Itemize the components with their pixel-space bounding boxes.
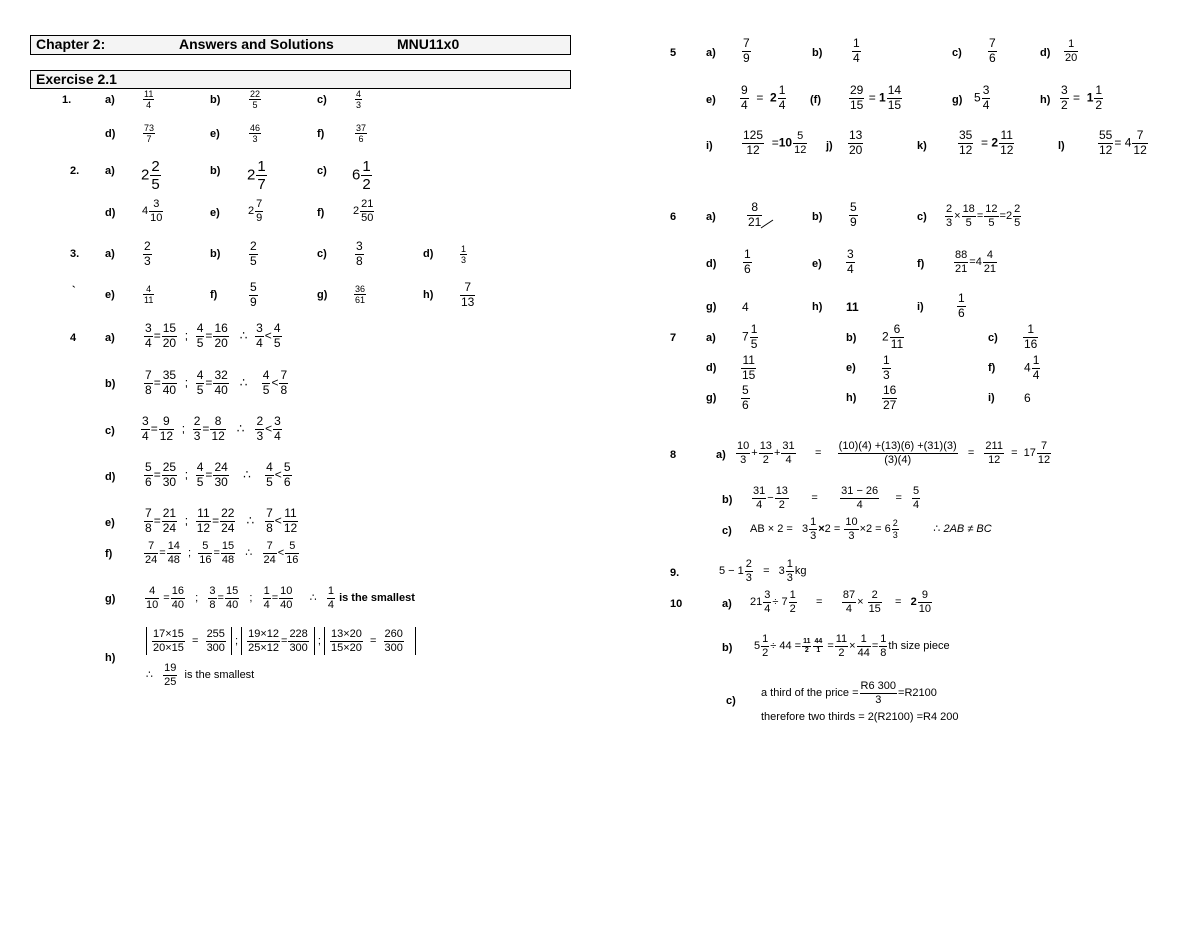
- part-label: e): [105, 517, 115, 529]
- part-label: c): [105, 425, 115, 437]
- part-label: i): [988, 392, 995, 404]
- comparison-working: $\frac{7}{24}$ = $\frac{14}{48}$ ; $\frac{5}{16}$ = $\frac{15}{48}$ ∴ $\frac{7}{24}$ < $\frac{5}{16}$: [145, 540, 299, 566]
- answer-working: $\frac{3}{2}$ = 1 $\frac{1}{2}$: [1061, 83, 1103, 112]
- part-label: c): [726, 695, 736, 707]
- answer-mixed-number: 7 $\frac{1}{5}$: [742, 322, 758, 351]
- part-label: a): [105, 165, 115, 177]
- part-label: d): [1040, 47, 1051, 59]
- answer-mixed-number: 2 $\frac{1}{7}$: [247, 158, 266, 194]
- answer-value: 4: [742, 300, 749, 314]
- answer-fraction: $\frac{3}{4}$: [847, 247, 854, 276]
- question-number: 10: [670, 598, 683, 610]
- question-number: 8: [670, 449, 677, 461]
- part-label: h): [105, 652, 116, 664]
- answer-working: $\frac{88}{21}$ =4 $\frac{4}{21}$: [955, 249, 997, 275]
- answer-working: $\frac{31}{4}$ − $\frac{13}{2}$ = $\frac{31 - 26}{4}$ = $\frac{5}{4}$: [753, 485, 920, 511]
- part-label: k): [917, 140, 927, 152]
- answer-fraction: $\frac{16}{27}$: [883, 383, 897, 412]
- answer-working: a third of the price = $\frac{R6 300}{3}$ =R2100: [761, 680, 937, 706]
- answer-fraction: $\frac{4}{11}$: [144, 284, 154, 306]
- part-label: d): [105, 471, 116, 483]
- part-label: b): [812, 47, 823, 59]
- part-label: b): [812, 211, 823, 223]
- answer-working: $\frac{35}{12}$ = 2 $\frac{11}{12}$: [959, 128, 1014, 157]
- exercise-header-bar: [30, 70, 571, 89]
- comparison-working: $\frac{17\times 15}{20\times 15}$ = $\frac{255}{300}$ ; $\frac{19\times 12}{25\times 12}$ = $\frac{228}{300}$ ; $\frac{13\times 20}{15\times 20}$ = $\frac{260}{300}$: [146, 627, 416, 655]
- part-label: b): [846, 332, 857, 344]
- question-number: 7: [670, 332, 677, 344]
- answer-fraction: $\frac{46}{3}$: [250, 123, 261, 145]
- question-number: 9.: [670, 567, 680, 579]
- answer-fraction: $\frac{5}{9}$: [250, 280, 257, 309]
- part-label: a): [716, 449, 726, 461]
- part-label: a): [722, 598, 732, 610]
- part-label: f): [317, 128, 325, 140]
- answer-working: AB × 2 = 3 $\frac{1}{3}$ ×2 = $\frac{10}{3}$ ×2 = 6 $\frac{2}{3}$ ∴ 2AB ≠ BC: [750, 516, 992, 542]
- answer-fraction: $\frac{8}{21}$: [746, 201, 763, 230]
- part-label: a): [706, 332, 716, 344]
- answer-fraction: $\frac{13}{20}$: [849, 128, 863, 157]
- part-label: g): [105, 593, 116, 605]
- part-label: h): [1040, 94, 1051, 106]
- part-label: b): [105, 378, 116, 390]
- part-label: a): [105, 332, 115, 344]
- answer-working: 5 $\frac{1}{2}$ ÷ 44 = $\frac{11}{2}$ $\frac{44}{1}$ = $\frac{11}{2}$ × $\frac{1}{44}$ = $\frac{1}{8}$ th size piece: [754, 633, 950, 659]
- answer-mixed-number: 2 $\frac{6}{11}$: [882, 322, 904, 351]
- answer-working: $\frac{2}{3}$ × $\frac{18}{5}$ = $\frac{12}{5}$ =2 $\frac{2}{5}$: [946, 203, 1021, 229]
- question-number: 6: [670, 211, 677, 223]
- answer-working: 5 − 1 $\frac{2}{3}$ = 3 $\frac{1}{3}$ kg: [719, 558, 807, 584]
- part-label: b): [722, 642, 733, 654]
- part-label: a): [105, 248, 115, 260]
- part-label: c): [917, 211, 927, 223]
- part-label: f): [210, 289, 218, 301]
- part-label: i): [706, 140, 713, 152]
- answer-fraction: $\frac{11}{15}$: [742, 353, 756, 382]
- answer-fraction: $\frac{36}{61}$: [355, 284, 366, 306]
- part-label: f): [317, 207, 325, 219]
- part-label: c): [722, 525, 732, 537]
- answer-working: therefore two thirds = 2(R2100) =R4 200: [761, 711, 959, 723]
- answer-fraction: $\frac{1}{4}$: [853, 36, 860, 65]
- answer-fraction: $\frac{1}{3}$: [883, 353, 890, 382]
- comparison-working: $\frac{3}{4}$ = $\frac{9}{12}$ ; $\frac{2}{3}$ = $\frac{8}{12}$ ∴ $\frac{2}{3}$ < $\frac{3}{4}$: [142, 414, 281, 443]
- answer-fraction: $\frac{7}{6}$: [989, 36, 996, 65]
- part-label: f): [988, 362, 996, 374]
- answer-fraction: $\frac{1}{6}$: [744, 247, 751, 276]
- part-label: f): [917, 258, 925, 270]
- part-label: g): [706, 301, 717, 313]
- part-label: c): [952, 47, 962, 59]
- answer-fraction: $\frac{73}{7}$: [144, 123, 155, 145]
- part-label: d): [105, 207, 116, 219]
- answer-fraction: $\frac{2}{3}$: [144, 239, 151, 268]
- answer-fraction: $\frac{37}{6}$: [356, 123, 367, 145]
- part-label: l): [1058, 140, 1065, 152]
- chapter-header-bar: [30, 35, 571, 55]
- question-number: 2.: [70, 165, 80, 177]
- answer-mixed-number: 2 $\frac{21}{50}$: [353, 198, 374, 224]
- part-label: c): [317, 94, 327, 106]
- answer-fraction: $\frac{5}{6}$: [742, 383, 749, 412]
- part-label: (f): [810, 94, 821, 106]
- answer-fraction: $\frac{2}{5}$: [250, 239, 257, 268]
- part-label: e): [706, 94, 716, 106]
- answer-working: 21 $\frac{3}{4}$ ÷ 7 $\frac{1}{2}$ = $\frac{87}{4}$ × $\frac{2}{15}$ = 2 $\frac{9}{10}$: [750, 589, 932, 615]
- part-label: d): [706, 258, 717, 270]
- answer-fraction: $\frac{1}{3}$: [461, 244, 467, 266]
- part-label: g): [952, 94, 963, 106]
- part-label: c): [317, 248, 327, 260]
- answer-mixed-number: 4 $\frac{3}{10}$: [142, 198, 163, 224]
- answer-fraction: $\frac{1}{6}$: [958, 291, 965, 320]
- part-label: e): [812, 258, 822, 270]
- part-label: d): [105, 128, 116, 140]
- part-label: e): [210, 207, 220, 219]
- part-label: a): [706, 47, 716, 59]
- answer-value: 11: [846, 300, 859, 314]
- comparison-working: $\frac{7}{8}$ = $\frac{21}{24}$ ; $\frac{11}{12}$ = $\frac{22}{24}$ ∴ $\frac{7}{8}$ < $\frac{11}{12}$: [145, 506, 298, 535]
- question-number: 4: [70, 332, 77, 344]
- part-label: h): [423, 289, 434, 301]
- answer-working: $\frac{10}{3}$ + $\frac{13}{2}$ + $\frac{31}{4}$ = $\frac{(10)(4) +(13)(6) +(31)(3)}{(3)(4)}$ = $\frac{211}{12}$ = 17 $\frac{7}{12}$: [737, 440, 1051, 466]
- answer-mixed-number: 5 $\frac{3}{4}$: [974, 83, 990, 112]
- part-label: a): [105, 94, 115, 106]
- part-label: b): [210, 165, 221, 177]
- part-label: g): [317, 289, 328, 301]
- question-number: 3.: [70, 248, 80, 260]
- conclusion-line: ∴ $\frac{19}{25}$ is the smallest: [146, 662, 255, 688]
- answer-fraction: $\frac{22}{5}$: [250, 89, 261, 111]
- question-number: 1.: [62, 94, 72, 106]
- answer-fraction: $\frac{4}{3}$: [356, 89, 362, 111]
- answer-mixed-number: 2 $\frac{2}{5}$: [141, 158, 160, 194]
- comparison-working: $\frac{4}{10}$ = $\frac{16}{40}$ ; $\frac{3}{8}$ = $\frac{15}{40}$ ; $\frac{1}{4}$ = $\frac{10}{40}$ ∴ $\frac{1}{4}$ is the smallest: [146, 585, 415, 611]
- part-label: b): [210, 94, 221, 106]
- part-label: i): [917, 301, 924, 313]
- answer-fraction: $\frac{3}{8}$: [356, 239, 363, 268]
- comparison-working: $\frac{7}{8}$ = $\frac{35}{40}$ ; $\frac{4}{5}$ = $\frac{32}{40}$ ∴ $\frac{4}{5}$ < $\frac{7}{8}$: [145, 368, 288, 397]
- answer-fraction: $\frac{1}{16}$: [1024, 322, 1038, 351]
- answer-mixed-number: 4 $\frac{1}{4}$: [1024, 353, 1040, 382]
- answer-fraction: $\frac{7}{9}$: [743, 36, 750, 65]
- part-label: h): [846, 392, 857, 404]
- part-label: b): [722, 494, 733, 506]
- part-label: e): [846, 362, 856, 374]
- part-label: d): [423, 248, 434, 260]
- comparison-working: $\frac{3}{4}$ = $\frac{15}{20}$ ; $\frac{4}{5}$ = $\frac{16}{20}$ ∴ $\frac{3}{4}$ < $\frac{4}{5}$: [145, 321, 281, 350]
- part-label: a): [706, 211, 716, 223]
- exercise-title: Exercise 2.1: [36, 71, 117, 87]
- answer-fraction: $\frac{11}{4}$: [144, 89, 154, 111]
- chapter-label: Chapter 2:: [36, 36, 106, 52]
- part-label: e): [210, 128, 220, 140]
- part-label: d): [706, 362, 717, 374]
- answer-working: $\frac{55}{12}$ = 4 $\frac{7}{12}$: [1099, 128, 1147, 157]
- cancel-mark-icon: [760, 219, 774, 229]
- answer-fraction: $\frac{1}{20}$: [1065, 38, 1078, 64]
- part-label: c): [317, 165, 327, 177]
- chapter-title: Answers and Solutions: [179, 36, 334, 52]
- answer-fraction: $\frac{5}{9}$: [850, 200, 857, 229]
- part-label: g): [706, 392, 717, 404]
- answer-working: $\frac{29}{15}$ = 1 $\frac{14}{15}$: [850, 83, 902, 112]
- part-label: e): [105, 289, 115, 301]
- answer-value: 6: [1024, 391, 1031, 405]
- answer-mixed-number: 6 $\frac{1}{2}$: [352, 158, 371, 194]
- part-label: h): [812, 301, 823, 313]
- part-label: f): [105, 548, 113, 560]
- part-label: b): [210, 248, 221, 260]
- stray-mark: `: [72, 285, 76, 297]
- part-label: j): [826, 140, 833, 152]
- question-number: 5: [670, 47, 677, 59]
- comparison-working: $\frac{5}{6}$ = $\frac{25}{30}$ ; $\frac{4}{5}$ = $\frac{24}{30}$ ∴ $\frac{4}{5}$ < $\frac{5}{6}$: [145, 460, 291, 489]
- module-code: MNU11x0: [397, 36, 460, 52]
- answer-mixed-number: 2 $\frac{7}{9}$: [248, 198, 263, 224]
- answer-working: $\frac{9}{4}$ = 2 $\frac{1}{4}$: [741, 83, 786, 112]
- answer-working: $\frac{125}{12}$ =10 $\frac{5}{12}$: [743, 128, 807, 157]
- answer-fraction: $\frac{7}{13}$: [461, 280, 475, 309]
- part-label: c): [988, 332, 998, 344]
